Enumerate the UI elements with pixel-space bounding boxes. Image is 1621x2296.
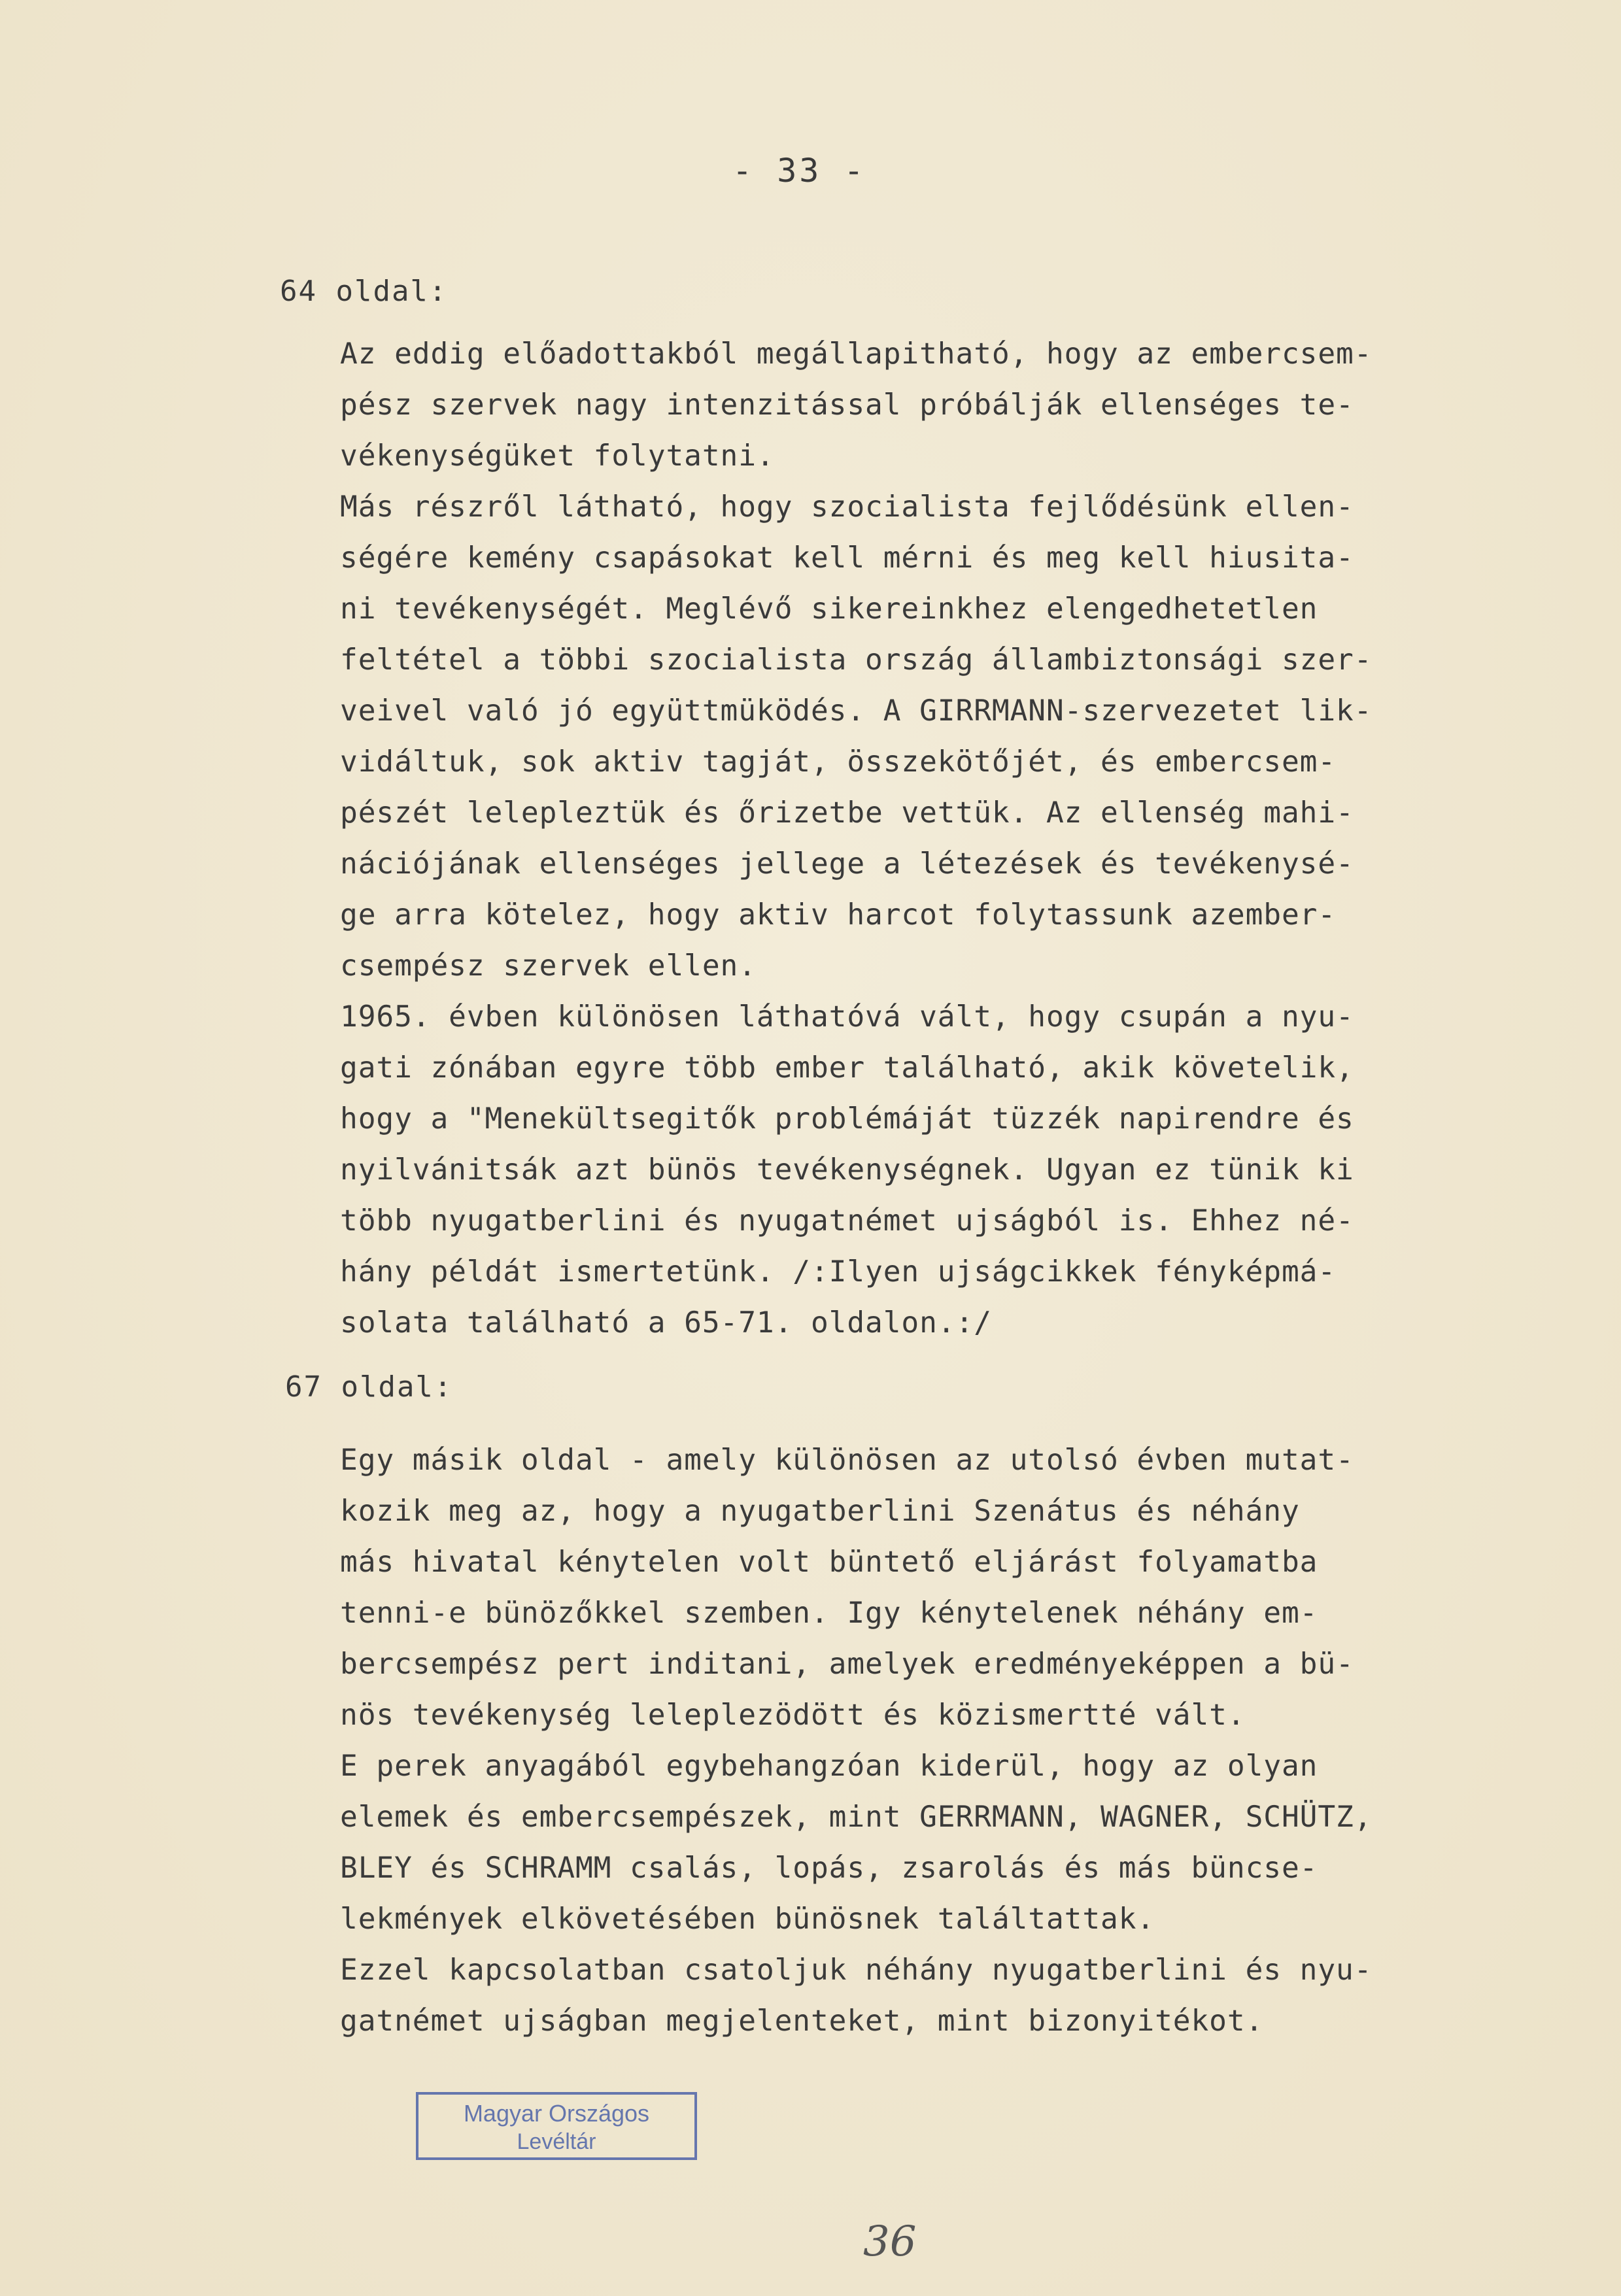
text-line: lekmények elkövetésében bünösnek találtattak. <box>340 1902 1155 1936</box>
stamp-line-2: Levéltár <box>517 2129 596 2154</box>
text-line: elemek és embercsempészek, mint GERRMANN, WAGNER, SCHÜTZ, <box>340 1800 1373 1834</box>
text-line: ge arra kötelez, hogy aktiv harcot folytassunk azember- <box>340 898 1337 932</box>
text-line: gati zónában egyre több ember található, akik követelik, <box>340 1051 1354 1085</box>
text-line: Az eddig előadottakból megállapitható, hogy az embercsem- <box>340 337 1373 371</box>
text-line: Más részről látható, hogy szocialista fejlődésünk ellen- <box>340 490 1354 524</box>
text-line: nös tevékenység leleplezödött és közismertté vált. <box>340 1698 1246 1732</box>
text-line: tenni-e bünözőkkel szemben. Igy kénytelenek néhány em- <box>340 1596 1318 1630</box>
text-line: BLEY és SCHRAMM csalás, lopás, zsarolás és más büncse- <box>340 1851 1318 1885</box>
page-number: - 33 - <box>732 152 866 190</box>
text-line: hogy a "Menekültsegitők problémáját tüzzék napirendre és <box>340 1102 1354 1136</box>
text-line: kozik meg az, hogy a nyugatberlini Szenátus és néhány <box>340 1494 1300 1528</box>
text-line: több nyugatberlini és nyugatnémet ujságból is. Ehhez né- <box>340 1204 1354 1238</box>
text-line: bercsempész pert inditani, amelyek eredményeképpen a bü- <box>340 1647 1354 1681</box>
text-line: ségére kemény csapásokat kell mérni és meg kell hiusita- <box>340 541 1354 575</box>
text-line: Egy másik oldal - amely különösen az utolsó évben mutat- <box>340 1443 1354 1477</box>
text-line: gatnémet ujságban megjelenteket, mint bizonyitékot. <box>340 2004 1264 2038</box>
section-67-body <box>340 1435 1491 2047</box>
text-line: csempész szervek ellen. <box>340 949 757 983</box>
text-line: nyilvánitsák azt bünös tevékenységnek. Ugyan ez tünik ki <box>340 1153 1354 1187</box>
text-line: ni tevékenységét. Meglévő sikereinkhez elengedhetetlen <box>340 592 1318 626</box>
archive-stamp <box>416 2092 697 2160</box>
handwritten-page-number: 36 <box>863 2218 917 2266</box>
text-line: feltétel a többi szocialista ország állambiztonsági szer- <box>340 643 1373 677</box>
text-line: Ezzel kapcsolatban csatoljuk néhány nyugatberlini és nyu- <box>340 1953 1373 1987</box>
text-line: E perek anyagából egybehangzóan kiderül, hogy az olyan <box>340 1749 1318 1783</box>
text-line: más hivatal kénytelen volt büntető eljárást folyamatba <box>340 1545 1318 1579</box>
text-line: pészét lelepleztük és őrizetbe vettük. Az ellenség mahi- <box>340 796 1354 830</box>
text-line: pész szervek nagy intenzitással próbálják ellenséges te- <box>340 388 1354 422</box>
stamp-line-1: Magyar Országos <box>463 2100 650 2127</box>
text-line: vidáltuk, sok aktiv tagját, összekötőjét, és embercsem- <box>340 745 1337 779</box>
text-line: 1965. évben különösen láthatóvá vált, hogy csupán a nyu- <box>340 1000 1354 1034</box>
text-line: solata található a 65-71. oldalon.:/ <box>340 1306 992 1340</box>
section-64-body <box>340 329 1491 1349</box>
text-line: nációjának ellenséges jellege a létezések és tevékenysé- <box>340 847 1354 881</box>
text-line: vékenységüket folytatni. <box>340 439 775 473</box>
text-line: hány példát ismertetünk. /:Ilyen ujságcikkek fényképmá- <box>340 1255 1337 1289</box>
section-heading-67: 67 oldal: <box>285 1370 453 1404</box>
section-heading-64: 64 oldal: <box>280 275 448 308</box>
text-line: veivel való jó együttmüködés. A GIRRMANN-szervezetet lik- <box>340 694 1373 728</box>
